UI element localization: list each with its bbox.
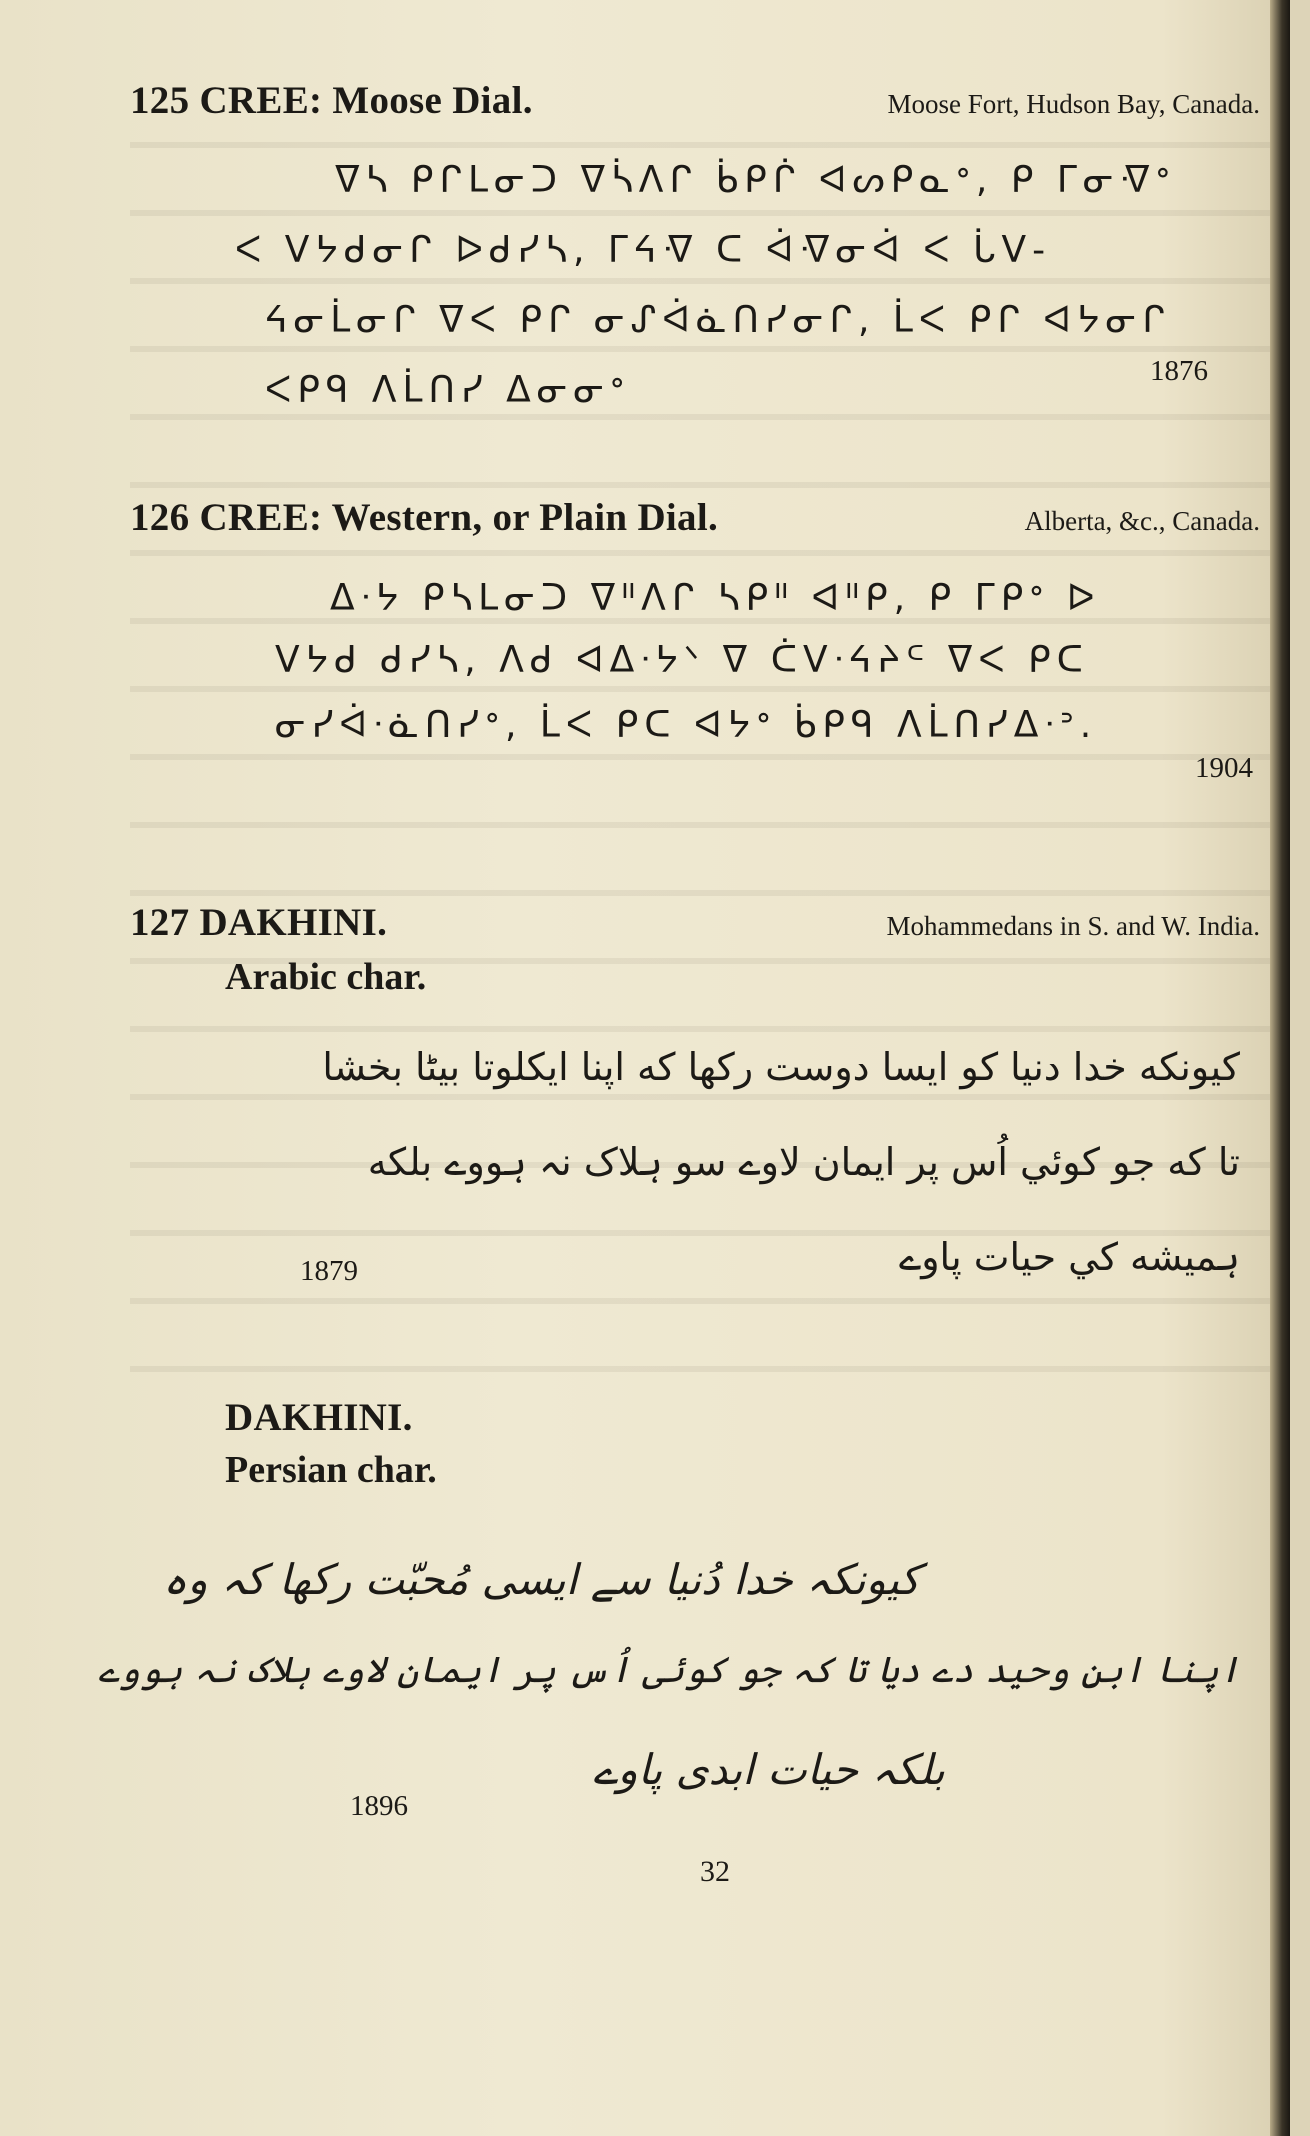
entry-title: DAKHINI. (225, 1396, 413, 1439)
cree-moose-line-3: ᔦᓂᒫᓂᒋ ᐁᐸ ᑭᒋ ᓂᔑᐋᓈᑎᓯᓂᒋ, ᒫᐸ ᑭᒋ ᐊᔭᓂᒋ (265, 300, 1171, 341)
cree-plain-line-3: ᓂᓯᐋᐧᓈᑎᓯᐤ, ᒫᐸ ᑭᑕ ᐊᔭᐤ ᑳᑭᑫ ᐱᒫᑎᓯᐃᐧᐣ. (275, 705, 1098, 746)
dakhini-persian-line-3: بلکہ حیات ابدی پاوے (592, 1745, 945, 1794)
entry-title: 125 CREE: Moose Dial. (130, 79, 533, 122)
entry-location: Alberta, &c., Canada. (1024, 506, 1260, 536)
entry-location: Mohammedans in S. and W. India. (886, 911, 1260, 941)
entry-126-header (130, 495, 1260, 540)
cree-plain-line-2: ᐯᔭᑯ ᑯᓯᓴ, ᐱᑯ ᐊᐃᐧᔭᐠ ᐁ ᑖᐯᐧᔦᔨᒼ ᐁᐸ ᑭᑕ (275, 640, 1089, 681)
script-subtitle: Arabic char. (225, 956, 427, 998)
page-edge-shadow (1270, 0, 1290, 2136)
cree-moose-line-2: ᐸ ᐯᔭᑯᓂᒋ ᐅᑯᓯᓴ, ᒥᔦᐌ ᑕ ᐋᐌᓂᐋ ᐸ ᒑᐯ- (235, 230, 1052, 271)
entry-year: 1896 (350, 1790, 408, 1822)
dakhini-arabic-line-1: کیونکه خدا دنیا کو ایسا دوست رکھا که اپنا ایکلوتا بیٹا بخشا (322, 1045, 1240, 1089)
script-subtitle: Persian char. (225, 1449, 437, 1491)
entry-location: Moose Fort, Hudson Bay, Canada. (887, 89, 1260, 119)
cree-plain-line-1: ᐃᐧᔭ ᑭᓴᒪᓂᑐ ᐁᐦᐱᒋ ᓴᑭᐦ ᐊᐦᑭ, ᑭ ᒥᑭᐤ ᐅ (330, 578, 1101, 619)
dakhini-persian-line-1: کیونکہ خدا دُنیا سے ایسی مُحبّت رکھا کہ وہ (162, 1555, 920, 1604)
dakhini-persian-line-2: اپنا ابنِ وحید دے دیا تا کہ جو کوئی اُس پر ایمان لاوے ہلاک نہ ہووے (98, 1650, 1240, 1691)
entry-125-header (130, 78, 1260, 123)
dakhini-arabic-line-3: ہمیشه کي حیات پاوے (898, 1235, 1240, 1279)
entry-127-header (130, 900, 1260, 945)
entry-title: 126 CREE: Western, or Plain Dial. (130, 496, 719, 539)
dakhini-persian-header (130, 1395, 1260, 1440)
dakhini-arabic-line-2: تا که جو کوئي اُس پر ایمان لاوے سو ہلاک نہ ہووے بلکه (367, 1140, 1240, 1184)
page-number: 32 (700, 1855, 730, 1888)
cree-moose-line-4: ᐸᑭᑫ ᐱᒫᑎᓯ ᐃᓂᓂᐤ (265, 370, 631, 411)
entry-year: 1879 (300, 1255, 358, 1287)
entry-year: 1876 (1150, 355, 1208, 387)
entry-title: 127 DAKHINI. (130, 901, 388, 944)
entry-year: 1904 (1195, 752, 1253, 784)
cree-moose-line-1: ᐁᓴ ᑭᒋᒪᓂᑐ ᐁᓵᐱᒋ ᑳᑭᒌ ᐊᔕᑭᓇᐤ, ᑭ ᒥᓂᐌᐤ (335, 160, 1176, 201)
